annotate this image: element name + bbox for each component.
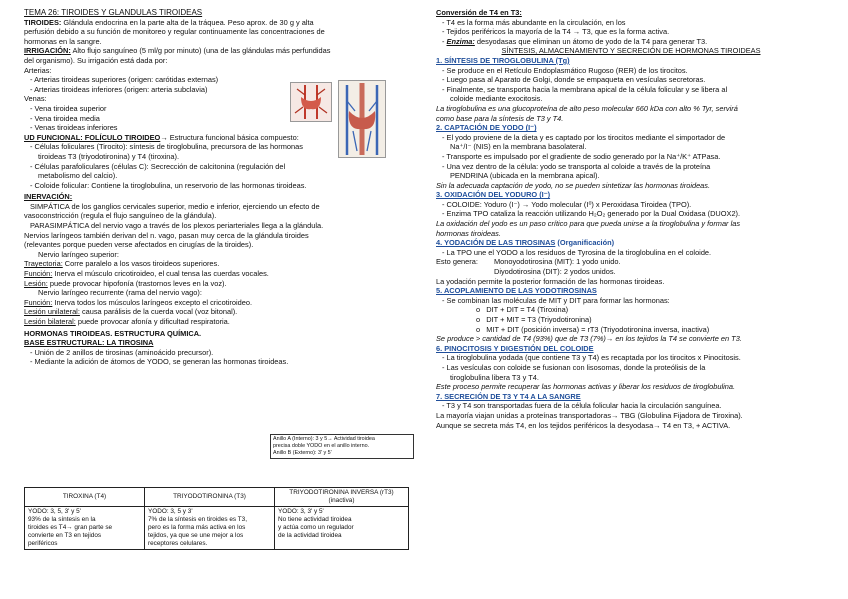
list-item: - Una vez dentro de la célula: yodo se transporta al coloide a través de la proteína — [442, 161, 711, 171]
list-item: - El yodo proviene de la dieta y es captado por los tirocitos mediante el simportador de — [442, 132, 726, 142]
table-header: TRIYODOTIRONINA INVERSA (rT3) (inactiva) — [275, 488, 409, 507]
list-item: - Unión de 2 anillos de tirosinas (aminoácido precursor). — [30, 347, 214, 357]
hormonas-title: HORMONAS TIROIDEAS. ESTRUCTURA QUÍMICA. — [24, 328, 202, 338]
right-column: Conversión de T4 en T3: - T4 es la forma más abundante en la circulación, en los - Tejidos periféricos la mayoría de la T4 → T3, que es la forma activa. - Enzima: desyodasas que eliminan un átomo de yodo de la T4 para generar T3. SÍNTESIS, ALMACENAMIENTO Y SECRECIÓN DE HORMONAS TIROIDEAS 1. SÍNTESIS DE TIROGLOBULINA (Tg) - Se produce en el Retículo Endoplasmático Rugoso (RER) de los tirocitos. - Luego pasa al Aparato de Golgi, donde se empaqueta en vesículas secretoras. - Finalmente, se transporta hacia la membrana apical de la célula folicular y se libera al coloide mediante exocitosis. La tiroglobulina es una glucoproteína de alto peso molecular 660 kDa con alto % Tyr, servirá como base para la síntesis de T3 y T4. 2. CAPTACIÓN DE YODO (I⁻) - El yodo proviene de la dieta y es captado por los tirocitos mediante el simportador de Na⁺/I⁻ (NIS) en la membrana basolateral. - Transporte es impulsado por el gradiente de sodio generado por la Na⁺/K⁺ ATPasa. - Una vez dentro de la célula: yodo se transporta al coloide a través de la proteína PENDRINA (ubicada en la membrana apical). Sin la adecuada captación de yodo, no se pueden sintetizar las hormonas tiroideas. 3. OXIDACIÓN DEL YODURO (I⁻) - COLOIDE: Yoduro (I⁻) → Yodo molecular (I⁰) x Peroxidasa Tiroidea (TPO). - Enzima TPO cataliza la reacción utilizando H₂O₂ generado por la Dual Oxidasa (DUOX2). La oxidación del yodo es un paso crítico para que pueda unirse a la tiroglobulina y formar las hormonas tiroideas. 4. YODACIÓN DE LAS TIROSINAS (Organificación) - La TPO une el YODO a los residuos de Tyrosina de la tiroglobulina en el coloide. Esto genera: Monoyodotirosina (MIT): 1 yodo unido. Diyodotirosina (DIT): 2 yodos unidos. La yodación permite la posterior formación de las hormonas tiroideas. 5. ACOPLAMIENTO DE LAS YODOTIROSINAS - Se combinan las moléculas de MIT y DIT para formar las hormonas: o DIT + DIT = T4 (Tiroxina) o DIT + MIT = T3 (Triyodotironina) o MIT + DIT (posición inversa) = rT3 (Triyodotironina inversa, inactiva) Se produce > cantidad de T4 (93%) que de T3 (7%)→ en los tejidos la T4 se convierte en T3. 6. PINOCITOSIS Y DIGESTIÓN DEL COLOIDE - La tiroglobulina yodada (que contiene T3 y T4) es recaptada por los tirocitos x Pinocitosis. - Las vesículas con coloide se fusionan con lisosomas, donde la proteólisis de la tiroglobulina libera T3 y T4. Este proceso permite recuperar las hormonas activas y liberar los residuos de tiroglobulina. 7. SECRECIÓN DE T3 Y T4 A LA SANGRE - T3 y T4 son transportadas fuera de la célula folicular hacia la circulación sanguínea. La mayoría viajan unidas a proteínas transportadoras→ TBG (Globulina Fijadora de Tiroxina). Aunque se secreta más T4, en los tejidos periféricos la desyodasa→ T4 en T3, + ACTIVA. — [436, 8, 826, 430]
arterias-label: Arterias: — [24, 65, 52, 75]
list-item: - Arterias tiroideas inferiores (origen: arteria subclavia) — [30, 84, 208, 94]
list-item: - La TPO une el YODO a los residuos de Tyrosina de la tiroglobulina en el coloide. — [442, 247, 712, 257]
conversion-label: Conversión de T4 en T3: — [436, 8, 522, 17]
list-item: - Venas tiroideas inferiores — [30, 123, 118, 133]
base-label: BASE ESTRUCTURAL: LA TIROSINA — [24, 338, 154, 348]
list-item-cont: tiroglobulina libera T3 y T4. — [450, 372, 539, 382]
table-header-row — [25, 488, 409, 507]
list-item-cont: Na⁺/I⁻ (NIS) en la membrana basolateral. — [450, 142, 587, 152]
thyroid-veins-image — [338, 80, 386, 158]
section-note: La yodación permite la posterior formación de las hormonas tiroideas. — [436, 276, 665, 286]
list-item: - Coloide folicular: Contiene la tiroglobulina, un reservorio de las hormonas tiroideas. — [30, 180, 307, 190]
inervacion-text: (relevantes porque pueden verse afectados en cirugías de la tiroides). — [24, 240, 254, 250]
venas-label: Venas: — [24, 94, 47, 104]
list-item: - Se combinan las moléculas de MIT y DIT para formar las hormonas: — [442, 295, 670, 305]
section-text: La mayoría viajan unidas a proteínas transportadoras→ TBG (Globulina Fijadora de Tiroxina). — [436, 410, 743, 420]
nervio-label: Trayectoria: — [24, 259, 63, 269]
nervio-text: Inerva el músculo cricotiroideo, el cual tensa las cuerdas vocales. — [52, 269, 269, 279]
table-row — [25, 507, 409, 550]
section-title: 1. SÍNTESIS DE TIROGLOBULINA (Tg) — [436, 55, 570, 65]
section-note: La tiroglobulina es una glucoproteína de alto peso molecular 660 kDa con alto % Tyr, servirá — [436, 103, 738, 113]
list-item-cont: PENDRINA (ubicada en la membrana apical). — [450, 171, 600, 181]
inervacion-text: SIMPÁTICA de los ganglios cervicales superior, medio e inferior, ejerciendo un efecto de — [30, 201, 320, 211]
intro-text: hormonas en la sangre. — [24, 36, 102, 46]
section-title: 5. ACOPLAMIENTO DE LAS YODOTIROSINAS — [436, 286, 597, 296]
list-item: - Tejidos periféricos la mayoría de la T4 → T3, que es la forma activa. — [442, 27, 670, 37]
list-item: - Finalmente, se transporta hacia la membrana apical de la célula folicular y se libera al — [442, 84, 728, 94]
nervio-text: puede provocar afonía y dificultad respiratoria. — [75, 317, 230, 326]
list-item: - Se produce en el Retículo Endoplasmático Rugoso (RER) de los tirocitos. — [442, 65, 688, 75]
list-item: - Las vesículas con coloide se fusionan con lisosomas, donde la proteólisis de la — [442, 362, 706, 372]
section-note: Este proceso permite recuperar las hormonas activas y liberar los residuos de tiroglobulina. — [436, 382, 736, 392]
list-item: - Luego pasa al Aparato de Golgi, donde se empaqueta en vesículas secretoras. — [442, 75, 706, 85]
list-item: Esto genera: Monoyodotirosina (MIT): 1 yodo unido. — [436, 257, 621, 267]
section-note: Se produce > cantidad de T4 (93%) que de T3 (7%)→ en los tejidos la T4 se convierte en T3. — [436, 334, 742, 344]
section-title: 4. YODACIÓN DE LAS TIROSINAS — [436, 238, 556, 248]
inervacion-text: Nervio laríngeo superior: — [38, 249, 119, 259]
ud-funcional-text: → Estructura funcional básica compuesto: — [160, 132, 299, 142]
table-header: TIROXINA (T4) — [25, 488, 145, 507]
tiroides-label: TIROIDES: — [24, 17, 62, 27]
inervacion-text: vasoconstricción (regula el flujo sanguíneo de la glándula). — [24, 211, 217, 221]
list-item: o DIT + DIT = T4 (Tiroxina) — [476, 305, 569, 315]
list-item: - Células parafoliculares (células C): Secrección de calcitonina (regulación del — [30, 161, 286, 171]
section-note: hormonas tiroideas. — [436, 228, 501, 238]
nervio-label: Función: — [24, 297, 53, 307]
section-title: 3. OXIDACIÓN DEL YODURO (I⁻) — [436, 190, 551, 200]
list-item: - Vena tiroidea media — [30, 113, 100, 123]
list-item: - Transporte es impulsado por el gradiente de sodio generado por la Na⁺/K⁺ ATPasa. — [442, 151, 721, 161]
nervio-text: causa parálisis de la cuerda vocal (voz bitonal). — [79, 307, 238, 317]
table-cell-rt3: YODO: 3, 3' y 5' No tiene actividad tiroidea y actúa como un regulador de la actividad tiroidea — [275, 507, 409, 550]
thyroid-arteries-image — [290, 82, 332, 122]
inervacion-label: INERVACIÓN: — [24, 192, 73, 202]
list-item: - Vena tiroidea superior — [30, 103, 107, 113]
ud-funcional-label: UD FUNCIONAL: FOLÍCULO TIROIDEO — [24, 132, 161, 142]
sintesis-title: SÍNTESIS, ALMACENAMIENTO Y SECRECIÓN DE HORMONAS TIROIDEAS — [501, 46, 761, 56]
list-item: o DIT + MIT = T3 (Triyodotironina) — [476, 315, 592, 324]
enzima-label: Enzima: — [446, 36, 475, 46]
nervio-text: Corre paralelo a los vasos tiroideos superiores. — [62, 259, 220, 269]
list-item: - La tiroglobulina yodada (que contiene T3 y T4) es recaptada por los tirocitos x Pinocitosis. — [442, 353, 741, 363]
hormonas-table — [24, 487, 409, 550]
list-item: - T3 y T4 son transportadas fuera de la célula folicular hacia la circulación sanguínea. — [442, 401, 722, 411]
nervio-label: Lesión unilateral: — [24, 307, 80, 317]
section-note: como base para la síntesis de T3 y T4. — [436, 113, 564, 123]
list-item: - Arterias tiroideas superiores (origen: carótidas externas) — [30, 75, 219, 85]
list-item-cont: coloide mediante exocitosis. — [450, 94, 543, 104]
list-item: - Mediante la adición de átomos de YODO, se generan las hormonas tiroideas. — [30, 357, 289, 367]
irrigacion-text: Alto flujo sanguíneo (5 ml/g por minuto) (una de las glándulas más perfundidas — [70, 46, 331, 56]
section-title: 7. SECRECIÓN DE T3 Y T4 A LA SANGRE — [436, 391, 581, 401]
nervio-label: Función: — [24, 269, 53, 279]
anillo-note: Anillo A (Interno): 3 y 5→ Actividad tiroidea precisa doble YODO en el anillo interno. Anillo B (Externo): 3' y 5' — [270, 434, 414, 459]
irrigacion-label: IRRIGACIÓN: — [24, 46, 71, 56]
list-item: - Enzima: desyodasas que eliminan un átomo de yodo de la T4 para generar T3. — [442, 36, 708, 46]
section-title: 2. CAPTACIÓN DE YODO (I⁻) — [436, 123, 537, 133]
section-note: La oxidación del yodo es un paso crítico para que pueda unirse a la tiroglobulina y formar las — [436, 219, 741, 229]
left-column — [24, 8, 408, 367]
list-item: - COLOIDE: Yoduro (I⁻) → Yodo molecular (I⁰) x Peroxidasa Tiroidea (TPO). — [442, 199, 692, 209]
list-item-cont: metabolismo del calcio). — [38, 171, 118, 181]
list-item-cont: tiroideas T3 (triyodotironina) y T4 (tiroxina). — [38, 151, 180, 161]
list-item: Diyodotirosina (DIT): 2 yodos unidos. — [494, 267, 616, 277]
page-title: TEMA 26: TIROIDES Y GLANDULAS TIROIDEAS — [24, 8, 203, 17]
irrigacion-text: del organismo). Su irrigación está dada por: — [24, 55, 168, 65]
table-header: TRIYODOTIRONINA (T3) — [145, 488, 275, 507]
list-item: o MIT + DIT (posición inversa) = rT3 (Triyodotironina inversa, inactiva) — [476, 324, 710, 334]
recurrente-label: Nervio laríngeo recurrente (rama del nervio vago): — [38, 288, 202, 298]
table-cell-t3: YODO: 3, 5 y 3' 7% de la síntesis en tiroides es T3, pero es la forma más activa en los tejidos, ya que se une mejor a los receptores celulares. — [145, 507, 275, 550]
section-text: Aunque se secreta más T4, en los tejidos periféricos la desyodasa→ T4 en T3, + ACTIVA. — [436, 420, 731, 430]
section-note: Sin la adecuada captación de yodo, no se pueden sintetizar las hormonas tiroideas. — [436, 180, 711, 190]
inervacion-text: Nervios laríngeos también derivan del n. vago, pasan muy cerca de la glándula tiroides — [24, 230, 309, 240]
nervio-text: Inerva todos los músculos laríngeos excepto el cricotiroideo. — [52, 297, 253, 307]
list-item: - Células foliculares (Tirocito): síntesis de tiroglobulina, precursora de las hormonas — [30, 142, 303, 152]
nervio-text: puede provocar hipofonía (trastornos leves en la voz). — [47, 278, 227, 288]
table-cell-t4: YODO: 3, 5, 3' y 5' 93% de la síntesis en la tiroides es T4→ gran parte se convierte en T3 en tejidos periféricos — [25, 507, 145, 550]
section-title: 6. PINOCITOSIS Y DIGESTIÓN DEL COLOIDE — [436, 343, 594, 353]
nervio-label: Lesión: — [24, 278, 48, 288]
list-item: - Enzima TPO cataliza la reacción utilizando H₂O₂ generado por la Dual Oxidasa (DUOX2). — [442, 209, 741, 219]
intro-text: perfusión debido a su función de monitoreo y regular continuamente las concentraciones de — [24, 27, 325, 37]
intro-text: Glándula endocrina en la parte alta de la tráquea. Peso aprox. de 30 g y alta — [61, 17, 314, 27]
nervio-label: Lesión bilateral: — [24, 317, 76, 326]
list-item: - T4 es la forma más abundante en la circulación, en los — [442, 17, 626, 27]
inervacion-text: PARASIMPÁTICA del nervio vago a través de los plexos periarteriales llega a la glándula. — [30, 221, 324, 231]
